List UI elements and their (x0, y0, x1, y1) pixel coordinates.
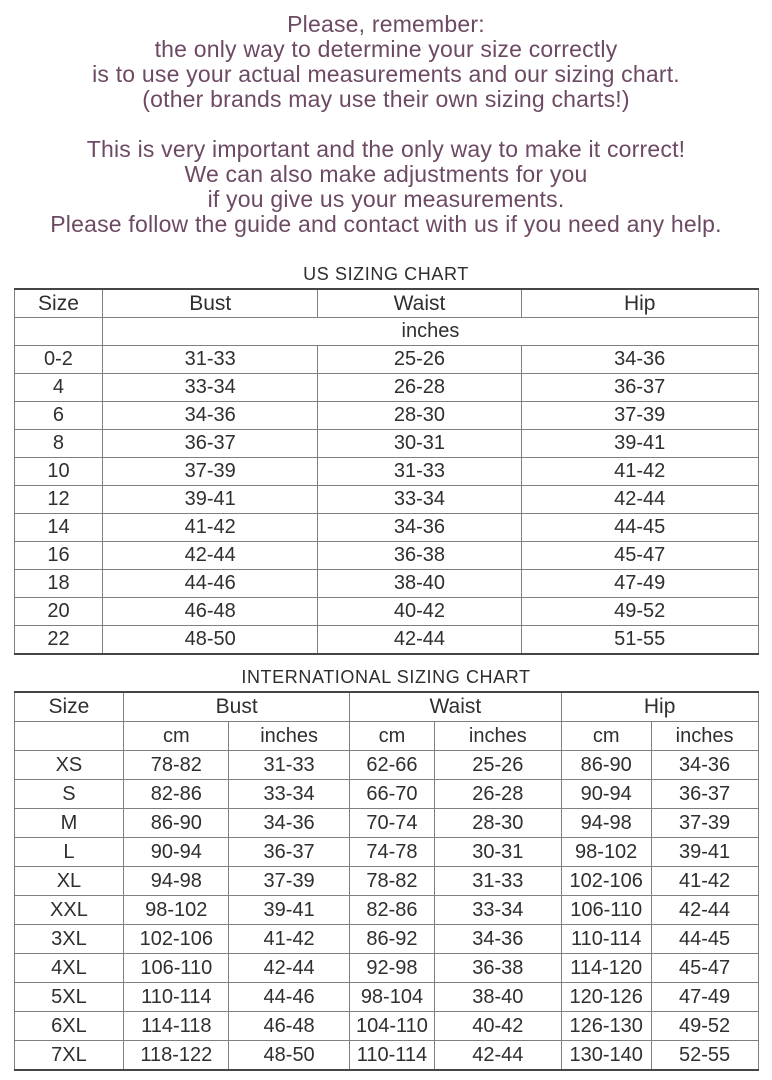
hip-inches-cell: 42-44 (651, 896, 758, 925)
table-row (14, 896, 758, 925)
column-header-size: Size (14, 692, 124, 722)
bust-cell: 37-39 (103, 458, 318, 486)
bust-cm-cell: 102-106 (124, 925, 229, 954)
hip-inches-cell: 39-41 (651, 838, 758, 867)
table-row (14, 542, 758, 570)
bust-cell: 41-42 (103, 514, 318, 542)
intl-unit-row (14, 722, 758, 751)
column-header-hip: Hip (561, 692, 758, 722)
waist-inches-cell: 34-36 (434, 925, 561, 954)
size-cell: 4 (14, 374, 103, 402)
waist-cell: 40-42 (318, 598, 522, 626)
hip-cell: 34-36 (521, 346, 758, 374)
size-cell: M (14, 809, 124, 838)
size-cell: 8 (14, 430, 103, 458)
hip-cm-cell: 94-98 (561, 809, 651, 838)
waist-cm-cell: 62-66 (350, 751, 435, 780)
size-cell: 4XL (14, 954, 124, 983)
waist-cm-cell: 104-110 (350, 1012, 435, 1041)
column-header-waist: Waist (350, 692, 562, 722)
table-row (14, 867, 758, 896)
size-cell: 7XL (14, 1041, 124, 1071)
bust-cm-cell: 90-94 (124, 838, 229, 867)
bust-cm-cell: 110-114 (124, 983, 229, 1012)
waist-cell: 25-26 (318, 346, 522, 374)
waist-inches-cell: 40-42 (434, 1012, 561, 1041)
hip-cm-cell: 130-140 (561, 1041, 651, 1071)
hip-cm-cell: 106-110 (561, 896, 651, 925)
bust-cm-cell: 86-90 (124, 809, 229, 838)
size-cell: 12 (14, 486, 103, 514)
us-chart-title: US SIZING CHART (303, 264, 469, 284)
table-row (14, 458, 758, 486)
table-row (14, 626, 758, 655)
bust-cell: 33-34 (103, 374, 318, 402)
intro-line: (other brands may use their own sizing charts!) (142, 86, 630, 112)
bust-cm-cell: 82-86 (124, 780, 229, 809)
table-row (14, 430, 758, 458)
hip-cm-cell: 110-114 (561, 925, 651, 954)
size-cell: XL (14, 867, 124, 896)
column-header-hip: Hip (521, 289, 758, 318)
bust-cell: 44-46 (103, 570, 318, 598)
waist-cm-cell: 70-74 (350, 809, 435, 838)
waist-inches-cell: 42-44 (434, 1041, 561, 1071)
table-row (14, 1041, 758, 1071)
international-sizing-table (14, 691, 759, 1071)
intro-line: if you give us your measurements. (207, 186, 565, 212)
waist-cell: 36-38 (318, 542, 522, 570)
column-header-waist: Waist (318, 289, 522, 318)
waist-cm-header: cm (350, 722, 435, 751)
hip-cell: 49-52 (521, 598, 758, 626)
size-cell: 10 (14, 458, 103, 486)
hip-cell: 47-49 (521, 570, 758, 598)
bust-inches-header: inches (229, 722, 350, 751)
hip-cm-cell: 86-90 (561, 751, 651, 780)
size-cell: 3XL (14, 925, 124, 954)
waist-cm-cell: 66-70 (350, 780, 435, 809)
waist-inches-cell: 25-26 (434, 751, 561, 780)
waist-cell: 38-40 (318, 570, 522, 598)
size-cell: 22 (14, 626, 103, 655)
intro-line: Please, remember: (287, 11, 485, 37)
table-row (14, 954, 758, 983)
size-cell: XS (14, 751, 124, 780)
column-header-bust: Bust (124, 692, 350, 722)
size-cell: L (14, 838, 124, 867)
waist-inches-cell: 30-31 (434, 838, 561, 867)
bust-inches-cell: 31-33 (229, 751, 350, 780)
size-cell: 0-2 (14, 346, 103, 374)
waist-cell: 28-30 (318, 402, 522, 430)
intro-line: the only way to determine your size correctly (154, 36, 618, 62)
hip-cell: 45-47 (521, 542, 758, 570)
table-row (14, 486, 758, 514)
hip-inches-cell: 45-47 (651, 954, 758, 983)
hip-inches-cell: 34-36 (651, 751, 758, 780)
bust-cell: 36-37 (103, 430, 318, 458)
bust-cm-header: cm (124, 722, 229, 751)
waist-inches-cell: 36-38 (434, 954, 561, 983)
bust-inches-cell: 48-50 (229, 1041, 350, 1071)
waist-cell: 42-44 (318, 626, 522, 655)
table-row (14, 402, 758, 430)
table-row (14, 346, 758, 374)
hip-inches-cell: 36-37 (651, 780, 758, 809)
hip-cm-cell: 120-126 (561, 983, 651, 1012)
waist-cm-cell: 86-92 (350, 925, 435, 954)
table-row (14, 374, 758, 402)
bust-cm-cell: 114-118 (124, 1012, 229, 1041)
bust-cell: 39-41 (103, 486, 318, 514)
hip-cell: 42-44 (521, 486, 758, 514)
us-unit-row (14, 318, 758, 346)
waist-inches-cell: 28-30 (434, 809, 561, 838)
size-cell: 14 (14, 514, 103, 542)
hip-cm-header: cm (561, 722, 651, 751)
waist-cell: 26-28 (318, 374, 522, 402)
hip-cm-cell: 114-120 (561, 954, 651, 983)
bust-cell: 42-44 (103, 542, 318, 570)
empty-cell (14, 318, 103, 346)
hip-cm-cell: 126-130 (561, 1012, 651, 1041)
hip-cell: 36-37 (521, 374, 758, 402)
hip-cell: 41-42 (521, 458, 758, 486)
waist-cm-cell: 110-114 (350, 1041, 435, 1071)
us-sizing-table (14, 288, 759, 655)
unit-cell: inches (103, 318, 758, 346)
intro-note (0, 0, 772, 237)
hip-cm-cell: 102-106 (561, 867, 651, 896)
hip-inches-cell: 49-52 (651, 1012, 758, 1041)
bust-cm-cell: 78-82 (124, 751, 229, 780)
size-cell: 16 (14, 542, 103, 570)
table-row (14, 570, 758, 598)
intl-table-body (14, 751, 758, 1071)
table-row (14, 780, 758, 809)
size-cell: 5XL (14, 983, 124, 1012)
bust-cm-cell: 94-98 (124, 867, 229, 896)
waist-cm-cell: 98-104 (350, 983, 435, 1012)
waist-cell: 30-31 (318, 430, 522, 458)
bust-inches-cell: 42-44 (229, 954, 350, 983)
waist-cell: 34-36 (318, 514, 522, 542)
size-cell: XXL (14, 896, 124, 925)
us-table-body (14, 346, 758, 655)
intro-paragraph-1 (0, 12, 772, 112)
waist-cell: 33-34 (318, 486, 522, 514)
waist-inches-cell: 33-34 (434, 896, 561, 925)
intl-header-row (14, 692, 758, 722)
hip-cell: 37-39 (521, 402, 758, 430)
bust-cell: 46-48 (103, 598, 318, 626)
hip-cell: 44-45 (521, 514, 758, 542)
bust-inches-cell: 36-37 (229, 838, 350, 867)
bust-cm-cell: 106-110 (124, 954, 229, 983)
table-row (14, 925, 758, 954)
size-cell: 18 (14, 570, 103, 598)
bust-inches-cell: 37-39 (229, 867, 350, 896)
hip-inches-cell: 52-55 (651, 1041, 758, 1071)
hip-inches-cell: 37-39 (651, 809, 758, 838)
table-row (14, 983, 758, 1012)
intro-paragraph-2 (0, 137, 772, 237)
hip-cm-cell: 90-94 (561, 780, 651, 809)
table-row (14, 598, 758, 626)
bust-cell: 31-33 (103, 346, 318, 374)
table-row (14, 514, 758, 542)
waist-inches-cell: 26-28 (434, 780, 561, 809)
waist-cm-cell: 78-82 (350, 867, 435, 896)
bust-inches-cell: 34-36 (229, 809, 350, 838)
waist-inches-cell: 38-40 (434, 983, 561, 1012)
bust-inches-cell: 39-41 (229, 896, 350, 925)
table-row (14, 751, 758, 780)
size-cell: 20 (14, 598, 103, 626)
bust-inches-cell: 41-42 (229, 925, 350, 954)
hip-inches-cell: 41-42 (651, 867, 758, 896)
table-row (14, 1012, 758, 1041)
waist-cm-cell: 92-98 (350, 954, 435, 983)
hip-inches-header: inches (651, 722, 758, 751)
hip-inches-cell: 47-49 (651, 983, 758, 1012)
hip-cm-cell: 98-102 (561, 838, 651, 867)
intro-line: This is very important and the only way to make it correct! (86, 136, 686, 162)
hip-cell: 51-55 (521, 626, 758, 655)
bust-cell: 34-36 (103, 402, 318, 430)
waist-inches-cell: 31-33 (434, 867, 561, 896)
intro-line: Please follow the guide and contact with us if you need any help. (50, 211, 722, 237)
size-cell: S (14, 780, 124, 809)
us-header-row (14, 289, 758, 318)
bust-cell: 48-50 (103, 626, 318, 655)
column-header-size: Size (14, 289, 103, 318)
waist-cm-cell: 74-78 (350, 838, 435, 867)
waist-cell: 31-33 (318, 458, 522, 486)
size-cell: 6 (14, 402, 103, 430)
column-header-bust: Bust (103, 289, 318, 318)
waist-cm-cell: 82-86 (350, 896, 435, 925)
waist-inches-header: inches (434, 722, 561, 751)
empty-cell (14, 722, 124, 751)
intl-chart-title: INTERNATIONAL SIZING CHART (241, 667, 531, 687)
intro-line: is to use your actual measurements and our sizing chart. (92, 61, 680, 87)
size-cell: 6XL (14, 1012, 124, 1041)
table-row (14, 809, 758, 838)
hip-inches-cell: 44-45 (651, 925, 758, 954)
bust-cm-cell: 98-102 (124, 896, 229, 925)
intro-line: We can also make adjustments for you (184, 161, 588, 187)
table-row (14, 838, 758, 867)
bust-inches-cell: 46-48 (229, 1012, 350, 1041)
bust-inches-cell: 33-34 (229, 780, 350, 809)
hip-cell: 39-41 (521, 430, 758, 458)
bust-inches-cell: 44-46 (229, 983, 350, 1012)
bust-cm-cell: 118-122 (124, 1041, 229, 1071)
